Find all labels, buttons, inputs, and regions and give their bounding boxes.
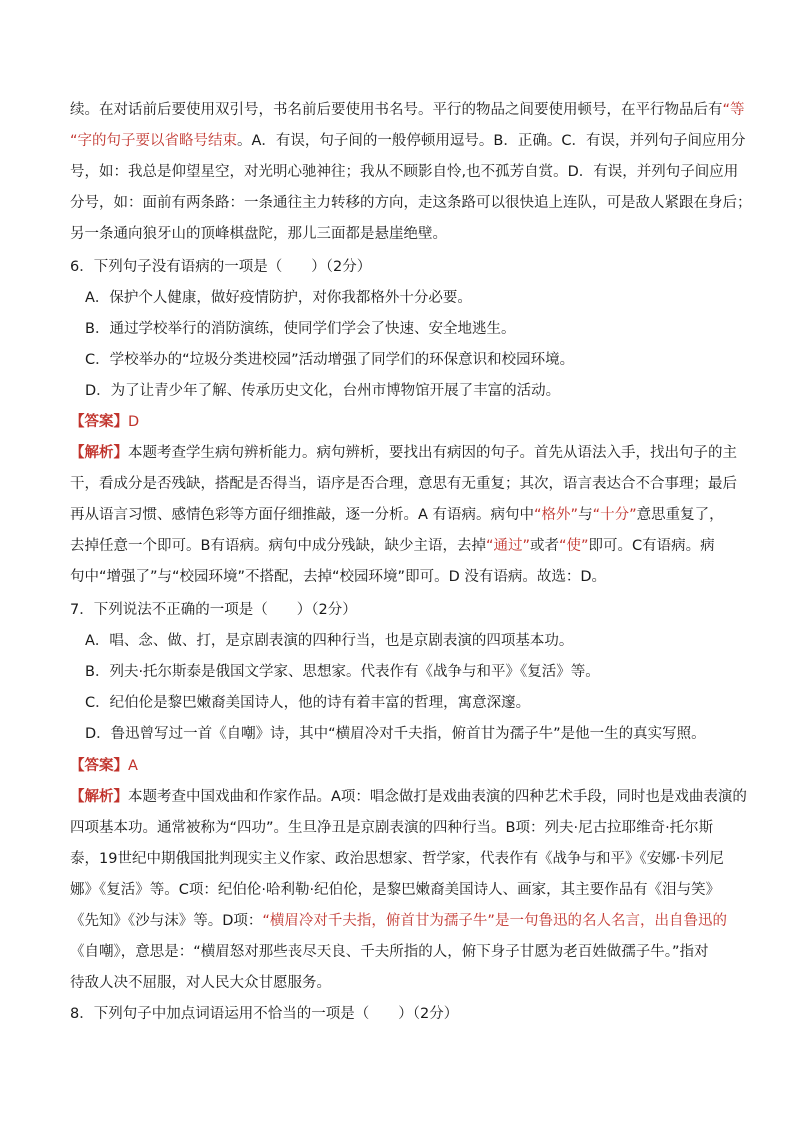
question-6-option-a: A．保护个人健康，做好疫情防护，对你我都格外十分必要。: [85, 290, 472, 306]
question-6-explanation-line: 再从语言习惯、感情色彩等方面仔细推敲，逐一分析。A 有语病。病句中“格外”与“十分”意思重复了，: [70, 507, 724, 523]
question-7-explanation-line: 《先知》《沙与沫》等。D项：“横眉冷对千夫指，俯首甘为孺子牛”是一句鲁迅的名人名言，出自鲁迅的: [70, 913, 727, 929]
question-7-explanation-line: 【解析】本题考查中国戏曲和作家作品。A项：唱念做打是戏曲表演的四种艺术手段，同时也是戏曲表演的: [70, 789, 747, 805]
explanation-continuation-line: 续。在对话前后要使用双引号，书名前后要使用书名号。平行的物品之间要使用顿号，在平行物品后有“等: [70, 102, 745, 118]
explanation-continuation-line: 另一条通向狼牙山的顶峰棋盘陀，那儿三面都是悬崖绝壁。: [70, 226, 447, 242]
question-6-explanation-line: 【解析】本题考查学生病句辨析能力。病句辨析，要找出有病因的句子。首先从语法入手，找出句子的主: [70, 445, 737, 461]
question-6-explanation-line: 句中“增强了”与“校园环境”不搭配，去掉“校园环境”即可。D 没有语病。故选：D。: [70, 569, 607, 585]
question-7-option-b: B．列夫·托尔斯泰是俄国文学家、思想家。代表作有《战争与和平》《复活》等。: [85, 664, 600, 680]
question-7-explanation-line: 待敌人决不屈服，对人民大众甘愿服务。: [70, 975, 331, 991]
question-6-option-d: D．为了让青少年了解、传承历史文化，台州市博物馆开展了丰富的活动。: [85, 383, 561, 399]
question-6-option-c: C．学校举办的“垃圾分类进校园”活动增强了同学们的环保意识和校园环境。: [85, 352, 575, 368]
question-7-explanation-line: 《自嘲》，意思是：“横眉怒对那些丧尽天良、千夫所指的人，俯下身子甘愿为老百姓做孺子牛。”指对: [70, 944, 709, 960]
question-7-explanation-line: 泰，19世纪中期俄国批判现实主义作家、政治思想家、哲学家，代表作有《战争与和平》《安娜·卡列尼: [70, 851, 724, 867]
question-7-stem: 7．下列说法不正确的一项是（ ）（2分）: [70, 602, 357, 618]
question-6-stem: 6．下列句子没有语病的一项是（ ）（2分）: [70, 259, 372, 275]
question-7-explanation-line: 四项基本功。通常被称为“四功”。生旦净丑是京剧表演的四种行当。B项：列夫·尼古拉耶维奇·托尔斯: [70, 820, 714, 836]
question-6-answer: 【答案】D: [70, 414, 140, 430]
explanation-continuation-line: 号，如：我总是仰望星空，对光明心驰神往；我从不顾影自怜,也不孤芳自赏。D．有误，并列句子间应用: [70, 164, 739, 180]
question-6-explanation-line: 干，看成分是否残缺，搭配是否得当，语序是否合理，意思有无重复；其次，语言表达合不合事理；最后: [70, 476, 737, 492]
question-7-option-a: A．唱、念、做、打，是京剧表演的四种行当，也是京剧表演的四项基本功。: [85, 633, 574, 649]
question-7-explanation-line: 娜》《复活》等。C项：纪伯伦·哈利勒·纪伯伦，是黎巴嫩裔美国诗人、画家，其主要作品有《泪与笑》: [70, 882, 721, 898]
explanation-continuation-line: 分号，如：面前有两条路：一条通往主力转移的方向，走这条路可以很快追上连队，可是敌人紧跟在身后；: [70, 195, 752, 211]
question-6-explanation-line: 去掉任意一个即可。B有语病。病句中成分残缺，缺少主语，去掉“通过”或者“使”即可。C有语病。病: [70, 538, 715, 554]
question-7-option-c: C．纪伯伦是黎巴嫩裔美国诗人，他的诗有着丰富的哲理，寓意深邃。: [85, 695, 531, 711]
explanation-continuation-line: “字的句子要以省略号结束。A．有误，句子间的一般停顿用逗号。B．正确。C．有误，并列句子间应用分: [70, 133, 746, 149]
question-7-answer: 【答案】A: [70, 758, 138, 774]
question-8-stem: 8．下列句子中加点词语运用不恰当的一项是（ ）（2分）: [70, 1006, 459, 1022]
question-6-option-b: B．通过学校举行的消防演练，使同学们学会了快速、安全地逃生。: [85, 321, 516, 337]
question-7-option-d: D．鲁迅曾写过一首《自嘲》诗，其中“横眉冷对千夫指，俯首甘为孺子牛”是他一生的真实写照。: [85, 726, 706, 742]
